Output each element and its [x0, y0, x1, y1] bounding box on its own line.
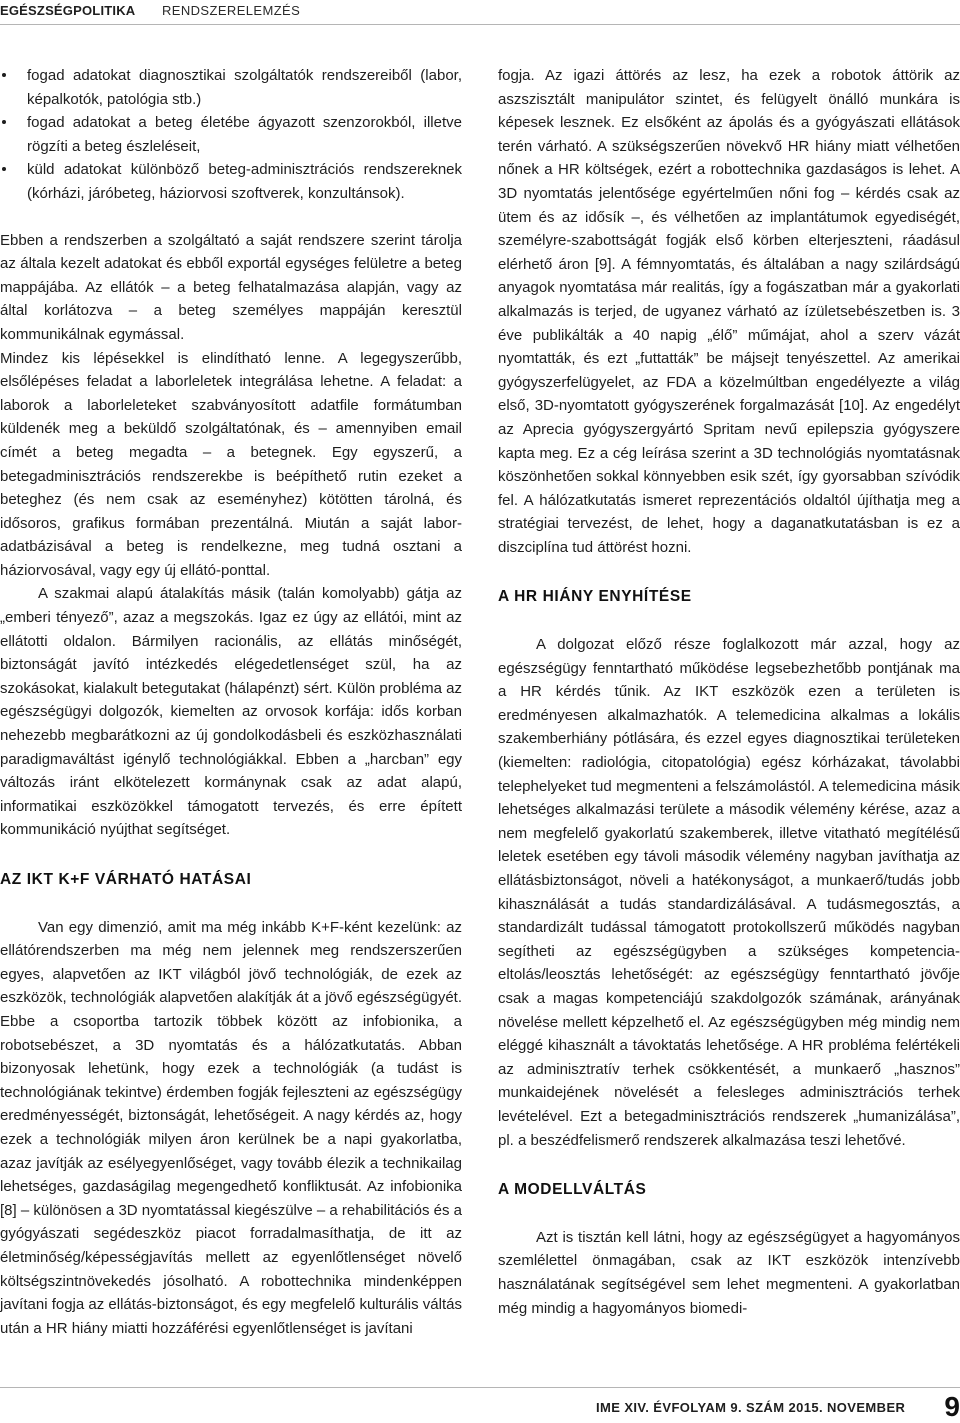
footer-divider — [0, 1387, 960, 1388]
bullet-icon — [2, 73, 6, 77]
section-heading-ikt: AZ IKT K+F VÁRHATÓ HATÁSAI — [0, 871, 252, 888]
bullet-item — [0, 111, 462, 158]
body-paragraph: fogja. Az igazi áttörés az lesz, ha ezek a robotok áttörik az aszszisztált manipulátor szintet, és felügyelt önálló munkára is képesek lesznek. Ez elsőként az ápolás és a gyógyászati ellátások terén várható. A szükségszerűen növekvő HR hiány miatt vélhetően nőnek a HR költségek, ezért a robottechnika gazdaságos is lehet. A 3D nyomtatás jelentősége egyértelműen nőni fog – kérdés csak az ütem és az idősík –, és vélhetően az implantátumok egyediségét, személyre-szabottságát fogják első körben elterjeszteni, ráadásul elérhető áron [9]. A fémnyomtatás, és általában a nagy szilárdságú anyagok nyomtatása már realitás, így a fogászatban már a gyakorlati alkalmazás is terjed, de ugyanez várható az ízületsebészetben is. 3 éve publikálták a 40 napig „élő” műmájat, ahol a szerv vázát nyomtatták, és ezt „futtatták” be májsejt tenyészettel. Az amerikai gyógyszerfelügyelet, az FDA a közelmúltban engedélyezte a világ első, 3D-nyomtatott gyógyszerének forgalmazását [10]. Az engedélyt az Aprecia gyógyszergyártó Spritam nevű epilepszia gyógyszere kapta meg. Ez a cég leírása szerint a 3D technológiás nyomtatásnak köszönhetően sokkal könnyebben esik szét, így gyorsabban szívódik fel. A hálózatkutatás ismeret reprezentációs oldaltól újíthatja meg a stratégiai tervezést, de lehet, hogy a daganatkutatásban is ez a diszciplína tud áttörést hozni. — [498, 67, 960, 556]
bullet-item — [0, 64, 462, 111]
body-paragraph: Azt is tisztán kell látni, hogy az egészségügyet a hagyományos szemlélettel önmagában, csak az IKT eszközök intenzívebb használatának segítségével sem lehet megmenteni. A gyakorlatban még mindig a hagyományos biomedi- — [498, 1228, 960, 1317]
bullet-item — [0, 158, 462, 205]
bullet-text: küld adatokat különböző beteg-adminisztrációs rendszereknek (kórházi, járóbeteg, háziorvosi szoftverek, konzultánsok). — [27, 161, 462, 202]
footer-issue-label: IME XIV. ÉVFOLYAM 9. SZÁM 2015. NOVEMBER — [596, 1400, 906, 1415]
left-column — [0, 64, 462, 1340]
bullet-text: fogad adatokat diagnosztikai szolgáltatók rendszereiből (labor, képalkotók, patológia stb.) — [27, 67, 462, 108]
header-subsection-title: RENDSZERELEMZÉS — [162, 3, 301, 18]
body-paragraph: A dolgozat előző része foglalkozott már azzal, hogy az egészségügy fenntartható működése legsebezhetőbb pontjának ma a HR kérdés tűnik. Az IKT eszközök ezen a területen is eredményesen alkalmazhatók. A telemedicina alkalmas a lokális szakemberhiány pótlására, és ezzel egyes diagnosztikai területeken (kiemelten: radiológia, citopatológia) egész kórházakat, távolabbi telephelyeket tud megmenteni a felszámolástól. A telemedicina másik lehetséges alkalmazási területe a második vélemény kérése, azaz a nem megfelelő gyakorlatú szakemberek, illetve vitatható megítélésű leletek esetében egy távoli második vélemény nagyban javíthatja az ellátásbiztonságot, növeli a hatékonyságot, a munkaerő/tudás jobb kihasználását a tudás standardizálásával. A tudásmegosztás, a standardizált tudással támogatott protokollszerű működés nagyban segítheti az egészségügyben a szükséges kompetencia-eltolás/leosztás lehetőségét: az egészségügy fenntartható jövője csak a magas kompetenciájú szakdolgozók számának, arányának növelése mellett képzelhető el. Az egészségügyben még mindig nem eléggé kihasznált a távoktatás lehetősége. A HR probléma felértékeli az adminisztratív terhek csökkentését, a munkaerő „hasznos” munkaidejének növelését a felesleges adminisztrációs terhek levételével. Ezt a betegadminisztrációs rendszerek „humanizálása”, pl. a beszédfelismerő rendszerek alkalmazása teszi lehetővé. — [498, 636, 960, 1149]
header-section-title: EGÉSZSÉGPOLITIKA — [0, 3, 136, 18]
body-paragraph: Mindez kis lépésekkel is elindítható lenne. A legegyszerűbb, elsőlépéses feladat a laborleletek integrálása lehetne. A feladat: a laborok a laborleleteket szabványosított adatfile formátumban küldenék meg a beküldő szolgáltatónak, és – amennyiben email címét a beteg megadta – a betegnek. Egy egyszerű, a betegadminisztrációs rendszerekbe is beépíthető rutin ezeket a beteghez (és nem csak az eseményhez) kötötten tárolná, és idősoros, grafikus formában prezentálná. Miután a saját labor-adatbázisával a beteg is rendelkezne, meg tudná osztani a háziorvosával, vagy egy új ellátó-ponttal. — [0, 349, 462, 579]
running-header — [0, 0, 960, 25]
bullet-text: fogad adatokat a beteg életébe ágyazott szenzorokból, illetve rögzíti a beteg észleléseit, — [27, 114, 462, 155]
section-heading-hr: A HR HIÁNY ENYHÍTÉSE — [498, 588, 692, 606]
section-heading-modell: A MODELLVÁLTÁS — [498, 1181, 647, 1199]
body-paragraph: Ebben a rendszerben a szolgáltató a saját rendszere szerint tárolja az általa kezelt adatokat és ebből exportál egységes felületre a beteg mappájába. Az ellátók – a beteg felhatalmazása alapján, vagy az által korlátozva – a beteg személyes mappáján keresztül kommunikálnak egymással. — [0, 231, 462, 343]
body-paragraph: Van egy dimenzió, amit ma még inkább K+F-ként kezelünk: az ellátórendszerben ma még nem jelennek meg rendszerszerűen egyes, alapvetően az IKT világból jövő technológiák, de ezek az eszközök, technológiák alapvetően alakítják át a jövő egészségügyét. Ebbe a csoportba tartozik többek között az infobionika, a robotsebészet, a 3D nyomtatás és a hálózatkutatás. Abban bizonyosak lehetünk, hogy ezek a technológiák (a tudást is technológiának tekintve) érdemben fogják fejleszteni az egészségügy eredményességét, biztonságát, lehetőségeit. A nagy kérdés az, hogy ezek a technológiák milyen áron kerülnek be a napi gyakorlatba, azaz javítják az esélyegyenlőséget, vagy tovább élezik a technikailag lehetséges, gazdaságilag megengedhető konfliktusát. Az infobionika [8] – különösen a 3D nyomtatással kiegészülve – a rehabilitációs és a gyógyászati segédeszköz piacot forradalmasíthatja, de itt az életminőség/képességjavítás mellett az egyenlőtlenséget növelő költségszintnövekedés jósolható. A robottechnika mindenképpen javítani fogja az ellátás-biztonságot, és egy megfelelő kulturális váltás után a HR hiány miatti hozzáférési egyenlőtlenséget is javítani — [0, 918, 462, 1337]
right-column — [498, 64, 960, 1320]
bullet-list — [0, 64, 462, 206]
bullet-icon — [2, 120, 6, 124]
bullet-icon — [2, 167, 6, 171]
body-paragraph: A szakmai alapú átalakítás másik (talán komolyabb) gátja az „emberi tényező”, azaz a megszokás. Igaz ez úgy az ellátói, mint az ellátotti oldalon. Bármilyen racionális, az ellátás minőségét, biztonságát javító intézkedés elégedetlenséget szül, ha az szokásokat, kialakult betegutakat (hálapénzt) sért. Külön probléma az egészségügyi dolgozók, kiemelten az orvosok korfája: idős korban nehezebb megbarátkozni az új gondolkodásbeli és eszközhasználati paradigmaváltást igénylő technológiákkal. Ebben a „harcban” egy változás iránt elkötelezett kormánynak csak az adat alapú, informatikai eszközökkel támogatott tervezés, és erre épített kommunikáció nyújthat segítséget. — [0, 585, 462, 839]
page-number: 9 — [944, 1391, 960, 1422]
